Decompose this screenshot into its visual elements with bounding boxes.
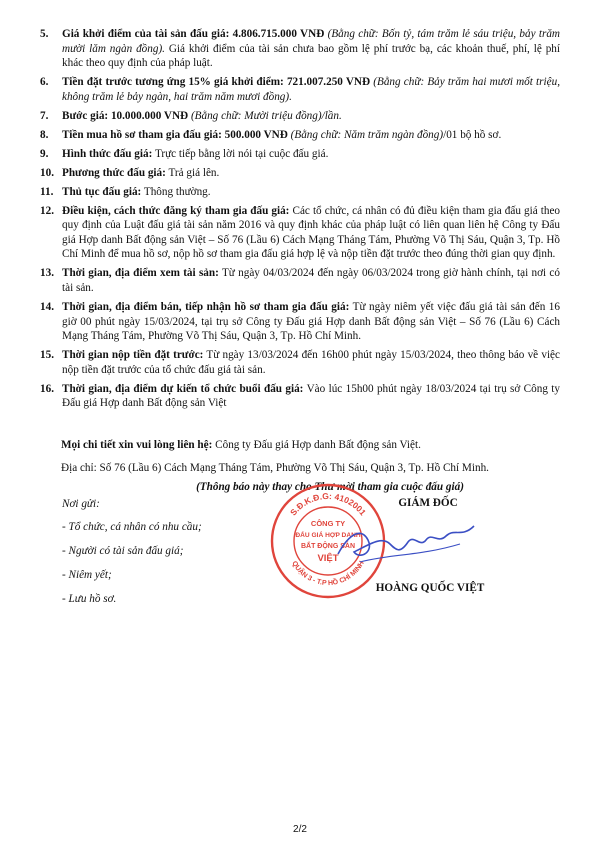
item-16 [40,382,560,411]
item-12 [40,204,560,262]
item-italic-note: (Bằng chữ: Bốn tỷ, tám trăm lẻ sáu triệu, bảy trăm mười lăm ngàn đồng). [62,28,560,55]
item-label: Thời gian, địa điểm xem tài sản: [62,267,219,280]
item-number: 12. [40,204,54,217]
item-7 [40,109,560,124]
director-title: GIÁM ĐỐC [398,497,458,509]
item-body [62,27,560,71]
recipient-line: - Người có tài sản đấu giá; [62,544,184,557]
item-text: Các tổ chức, cá nhân có đủ điều kiện tham gia đấu giá theo quy định của Luật đấu giá tài sản năm 2016 và quy định khác của pháp luật có liên quan liên hệ Công ty Đấu giá Hợp danh Bất động sản Việt – Số 76 (Lầu 6) Cách Mạng Tháng Tám, Phường Võ Thị Sáu, Quận 3, Tp. Hồ Chí Minh để mua hồ sơ, nộp hồ sơ tham gia đấu giá hợp lệ và nộp tiền đặt trước theo đúng thời gian quy định. [62,204,560,261]
recipient-line: - Niêm yết; [62,568,112,581]
seal-line: ĐẤU GIÁ HỢP DANH [295,532,361,539]
item-label: Tiền đặt trước tương ứng 15% giá khởi điểm: 721.007.250 VNĐ [62,76,371,89]
page-number: 2/2 [293,824,307,835]
item-body [62,382,560,411]
contact-label: Mọi chi tiết xin vui lòng liên hệ: [61,439,213,451]
item-body [62,300,560,344]
signer-name: HOÀNG QUỐC VIỆT [375,582,485,594]
item-label: Giá khởi điểm của tài sản đấu giá: 4.806.715.000 VNĐ [62,28,325,40]
contact-line [61,438,561,453]
item-number: 6. [40,76,49,89]
item-number: 7. [40,109,49,122]
contact-address: Địa chỉ: Số 76 (Lầu 6) Cách Mạng Tháng Tám, Phường Võ Thị Sáu, Quận 3, Tp. Hồ Chí Minh. [61,461,489,474]
item-5 [40,27,560,71]
items-list [40,27,560,415]
item-label: Thời gian, địa điểm dự kiến tổ chức buổi đấu giá: [62,382,304,395]
item-label: Điều kiện, cách thức đăng ký tham gia đấu giá: [62,204,290,217]
item-label: Hình thức đấu giá: [62,147,153,160]
signature-stroke [338,526,474,555]
item-label: Tiền mua hồ sơ tham gia đấu giá: 500.000 VNĐ [62,128,288,141]
item-text: Từ ngày 13/03/2024 đến 16h00 phút ngày 15/03/2024, theo thông báo về việc nộp tiền đặt trước của tổ chức đấu giá tài sản. [62,349,560,376]
item-number: 11. [40,185,54,198]
item-15 [40,348,560,377]
item-text: Từ ngày niêm yết việc đấu giá tài sản đến 16 giờ 00 phút ngày 15/03/2024, tại trụ sở Công ty Đấu giá Hợp danh Bất động sản Việt – Số 76 (Lầu 6) Cách Mạng Tháng Tám, Phường Võ Thị Sáu, Quận 3, Tp. Hồ Chí Minh. [62,301,560,343]
signature-underline [360,544,460,562]
item-number: 14. [40,301,54,314]
item-number: 5. [40,28,49,40]
item-11 [40,185,560,200]
seal-line: CÔNG TY [310,519,346,528]
item-label: Thời gian, địa điểm bán, tiếp nhận hồ sơ tham gia đấu giá: [62,301,350,314]
item-number: 8. [40,128,49,141]
seal-line: VIỆT [317,553,339,564]
item-label: Thủ tục đấu giá: [62,185,142,198]
item-number: 16. [40,382,54,395]
item-body [62,109,560,124]
recipients-heading: Nơi gửi: [62,498,100,510]
item-label: Phương thức đấu giá: [62,166,166,179]
item-body [62,266,560,295]
recipients-block [62,497,282,616]
item-14 [40,300,560,344]
item-body [62,147,560,162]
item-italic-note: (Bằng chữ: Bảy trăm hai mươi mốt triệu, không trăm lẻ bảy ngàn, hai trăm năm mươi đồng). [62,76,560,103]
contact-block [61,438,561,483]
item-text: /01 bộ hồ sơ. [443,128,502,141]
item-10 [40,166,560,181]
item-number: 10. [40,166,54,179]
item-number: 13. [40,267,54,280]
recipient-line: - Tổ chức, cá nhân có nhu cầu; [62,520,202,533]
item-label: Thời gian nộp tiền đặt trước: [62,349,204,362]
item-italic-note: (Bằng chữ: Năm trăm ngàn đồng) [287,128,444,141]
item-text: Trực tiếp bằng lời nói tại cuộc đấu giá. [152,147,329,160]
item-6 [40,75,560,104]
item-body [62,348,560,377]
item-label: Bước giá: 10.000.000 VNĐ [62,109,189,122]
item-body [62,204,560,262]
item-body [62,166,560,181]
item-text: Vào lúc 15h00 phút ngày 18/03/2024 tại trụ sở Công ty Đấu giá Hợp danh Bất động sản Việt [62,382,560,410]
recipient-line: - Lưu hồ sơ. [62,592,117,605]
seal-ring-bottom-text: QUẬN 3 - T.P HỒ CHÍ MINH [290,560,366,588]
contact-text: Công ty Đấu giá Hợp danh Bất động sản Việt. [212,439,421,451]
seal-line: BẤT ĐỘNG SẢN [300,543,356,550]
notice-note: (Thông báo này thay cho Thư mời tham gia cuộc đấu giá) [196,481,464,493]
item-italic-note: (Bằng chữ: Mười triệu đồng)/lần. [188,109,342,122]
item-text: Thông thường. [141,185,211,198]
item-body [62,75,560,104]
item-13 [40,266,560,295]
item-text: Từ ngày 04/03/2024 đến ngày 06/03/2024 trong giờ hành chính, tại nơi có tài sản. [62,267,560,295]
item-8 [40,128,560,143]
item-number: 15. [40,349,54,362]
item-body [62,128,560,143]
item-body [62,185,560,200]
item-9 [40,147,560,162]
item-text: Giá khởi điểm của tài sản chưa bao gồm lệ phí trước bạ, các khoản thuế, phí, lệ phí khác theo quy định của pháp luật. [62,42,560,70]
item-text: Trả giá lên. [165,166,220,179]
signature-mark [330,514,480,574]
item-number: 9. [40,147,49,160]
seal-ring-text: S.Đ.K.Đ.G: 4102001 [287,490,369,518]
